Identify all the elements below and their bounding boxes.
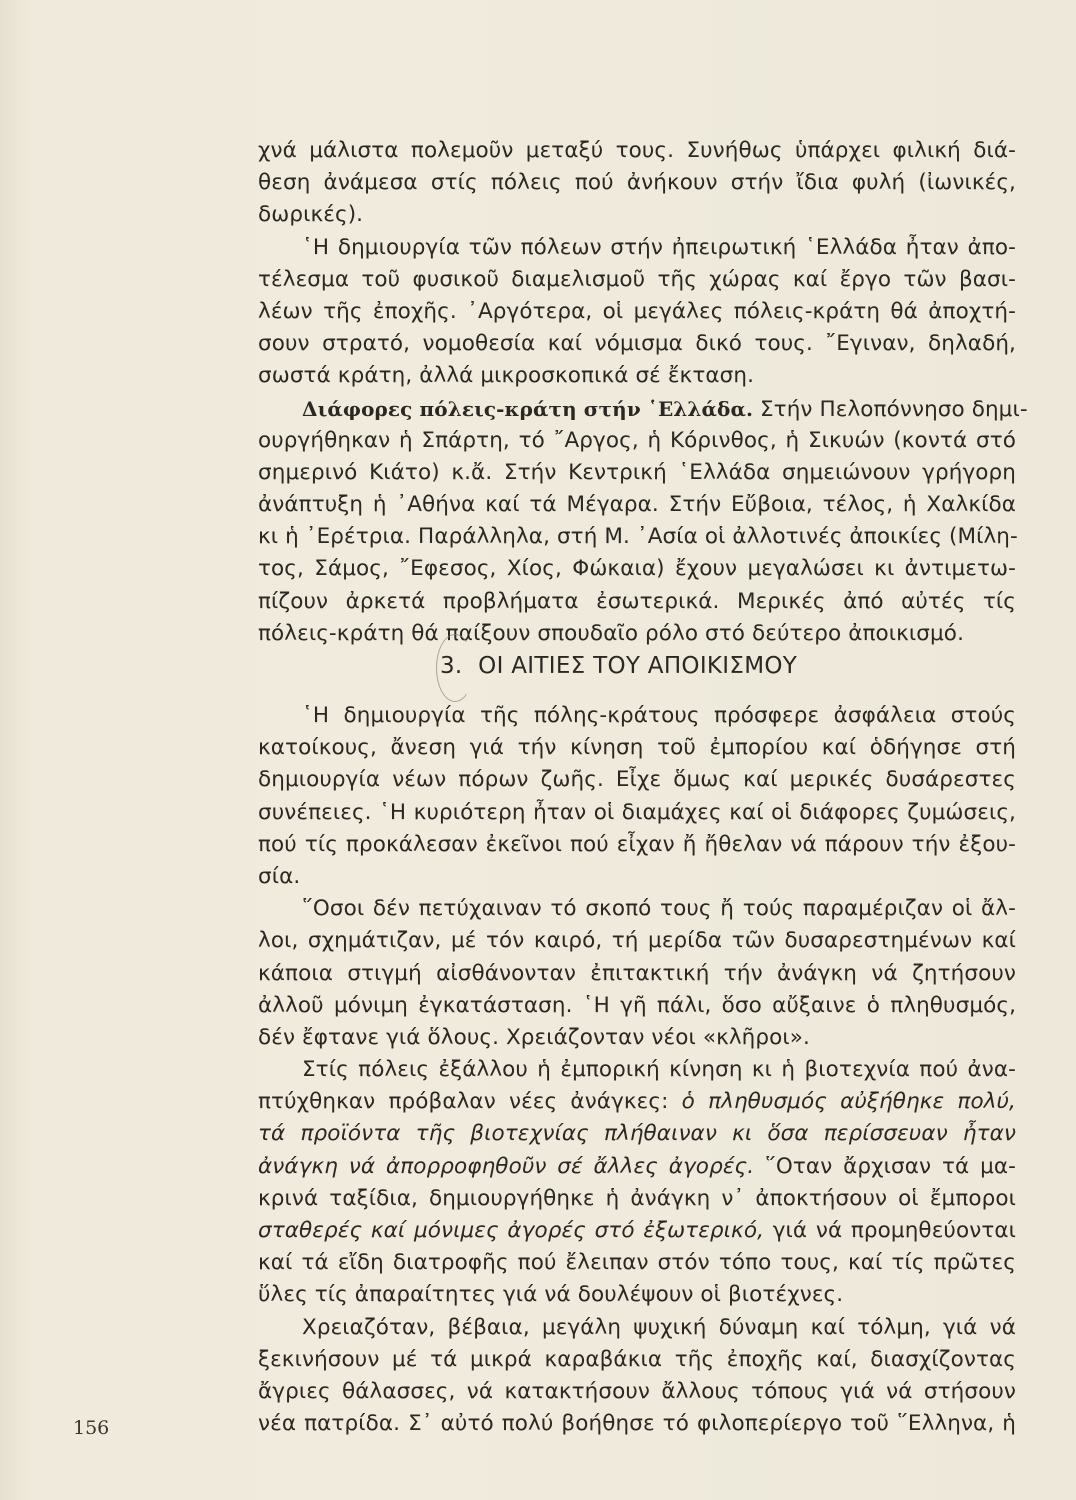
text-line: σημερινό Κιάτο) κ.ἄ. Στήν Κεντρική ῾Ελλάδα σημειώνουν γρήγορη [258,459,1016,485]
text-line: ῾Η δημιουργία τῶν πόλεων στήν ἠπειρωτική ῾Ελλάδα ἦταν ἀπο- [302,234,1016,260]
text-line: πόλεις-κράτη θά παίξουν σπουδαῖο ρόλο στό δεύτερο ἀποικισμό. [258,620,964,646]
text-line: κρινά ταξίδια, δημιουργήθηκε ἡ ἀνάγκη ν᾿ ἀποκτήσουν οἱ ἔμποροι [258,1185,1016,1211]
text-line: κάποια στιγμή αἰσθάνονταν ἐπιτακτική τήν ἀνάγκη νά ζητήσουν [258,960,1016,986]
text-line [258,1151,1016,1183]
italic-fragment: ἀνάγκη νά ἀπορροφηθοῦν σέ ἄλλες ἀγορές. [258,1153,755,1179]
text-fragment: Στήν Πελοπόννησο δημι- [753,396,1028,422]
italic-fragment: σταθερές καί μόνιμες ἀγορές στό ἐξωτερικό, [258,1218,765,1243]
text-line: πού τίς προκάλεσαν ἐκεῖνοι πού εἶχαν ἤ ἤθελαν νά πάρουν τήν ἐξου- [258,831,1016,857]
text-line: Χρειαζόταν, βέβαια, μεγάλη ψυχική δύναμη καί τόλμη, γιά νά [302,1314,1016,1340]
text-line: ὕλες τίς ἀπαραίτητες γιά νά δουλέψουν οἱ βιοτέχνες. [258,1282,844,1308]
text-line: ἀλλοῦ μόνιμη ἐγκατάσταση. ῾Η γῆ πάλι, ὅσο αὔξαινε ὁ πληθυσμός, [258,992,1016,1018]
page-number: 156 [73,1417,110,1439]
text-fragment: γιά νά προμηθεύονται [764,1218,1017,1243]
text-line: ῾Η δημιουργία τῆς πόλης-κράτους πρόσφερε ἀσφάλεια στούς [302,703,1016,728]
text-line: σουν στρατό, νομοθεσία καί νόμισμα δικό τους. ῎Εγιναν, δηλαδή, [258,331,1016,357]
text-line: δωρικές). [258,202,364,228]
text-line: ἀνάπτυξη ἡ ᾿Αθήνα καί τά Μέγαρα. Στήν Εὔβοια, τέλος, ἡ Χαλκίδα [258,492,1016,518]
text-line: νέα πατρίδα. Σ᾿ αὐτό πολύ βοήθησε τό φιλοπερίεργο τοῦ ῞Ελληνα, ἡ [258,1411,1016,1437]
text-line: ἄγριες θάλασσες, νά κατακτήσουν ἄλλους τόπους γιά νά στήσουν [258,1378,1016,1404]
text-line: τος, Σάμος, ῎Εφεσος, Χίος, Φώκαια) ἔχουν μεγαλώσει κι ἀντιμετω- [258,556,1016,582]
text-line: θεση ἀνάμεσα στίς πόλεις πού ἀνήκουν στήν ἴδια φυλή (ἰωνικές, [258,170,1016,196]
text-line [258,1215,1016,1247]
text-line [258,1086,1016,1118]
section-2-body [258,135,1028,650]
subheading-city-states: Διάφορες πόλεις-κράτη στήν ῾Ελλάδα. [302,396,754,421]
section-3-body [258,700,1016,1440]
text-line: τέλεσμα τοῦ φυσικοῦ διαμελισμοῦ τῆς χώρας καί ἔργο τῶν βασι- [258,266,1016,292]
text-fragment: πτύχθηκαν πρόβαλαν νέες ἀνάγκες: [258,1089,682,1115]
text-line: κι ἡ ᾿Ερέτρια. Παράλληλα, στή Μ. ᾿Ασία οἱ ἀλλοτινές ἀποικίες (Μίλη- [258,524,1018,550]
section-number: 3. [440,653,463,679]
text-line: χνά μάλιστα πολεμοῦν μεταξύ τους. Συνήθως ὑπάρχει φιλική διά- [258,138,1016,163]
text-line: Στίς πόλεις ἐξάλλου ἡ ἐμπορική κίνηση κι ἡ βιοτεχνία πού ἀνα- [302,1057,1016,1083]
text-line: σωστά κράτη, ἀλλά μικροσκοπικά σέ ἔκταση. [258,363,755,389]
text-line [258,393,1028,425]
text-line: κατοίκους, ἄνεση γιά τήν κίνηση τοῦ ἐμπορίου καί ὁδήγησε στή [258,735,1016,761]
text-line: ουργήθηκαν ἡ Σπάρτη, τό ῎Αργος, ἡ Κόρινθος, ἡ Σικυών (κοντά στό [258,427,1016,453]
section-heading [440,653,797,679]
text-line: ῞Οσοι δέν πετύχαιναν τό σκοπό τους ἤ τούς παραμέριζαν οἱ ἄλ- [302,896,1016,922]
text-line: δέν ἔφτανε γιά ὅλους. Χρειάζονταν νέοι «κλῆροι». [258,1024,810,1050]
text-fragment: ῞Οταν ἄρχισαν τά μα- [754,1153,1016,1179]
text-line: λέων τῆς ἐποχῆς. ᾿Αργότερα, οἱ μεγάλες πόλεις-κράτη θά ἀποχτή- [258,298,1016,324]
text-line: λοι, σχημάτιζαν, μέ τόν καιρό, τή μερίδα τῶν δυσαρεστημένων καί [258,928,1016,954]
text-line: τά προϊόντα τῆς βιοτεχνίας πλήθαιναν κι ὅσα περίσσευαν ἦταν [258,1121,1016,1147]
text-line: πίζουν ἀρκετά προβλήματα ἐσωτερικά. Μερικές ἀπό αὐτές τίς [258,588,1016,614]
section-title: ΟΙ ΑΙΤΙΕΣ ΤΟΥ ΑΠΟΙΚΙΣΜΟΥ [478,653,798,679]
text-line: ξεκινήσουν μέ τά μικρά καραβάκια τῆς ἐποχῆς καί, διασχίζοντας [258,1346,1016,1372]
text-line: σία. [258,863,301,889]
text-line: καί τά εἴδη διατροφῆς πού ἔλειπαν στόν τόπο τους, καί τίς πρῶτες [258,1250,1016,1276]
text-line: συνέπειες. ῾Η κυριότερη ἦταν οἱ διαμάχες καί οἱ διάφορες ζυμώσεις, [258,799,1016,825]
italic-fragment: ὁ πληθυσμός αὐξήθηκε πολύ, [681,1089,1016,1115]
text-line: δημιουργία νέων πόρων ζωῆς. Εἶχε ὅμως καί μερικές δυσάρεστες [258,767,1016,793]
